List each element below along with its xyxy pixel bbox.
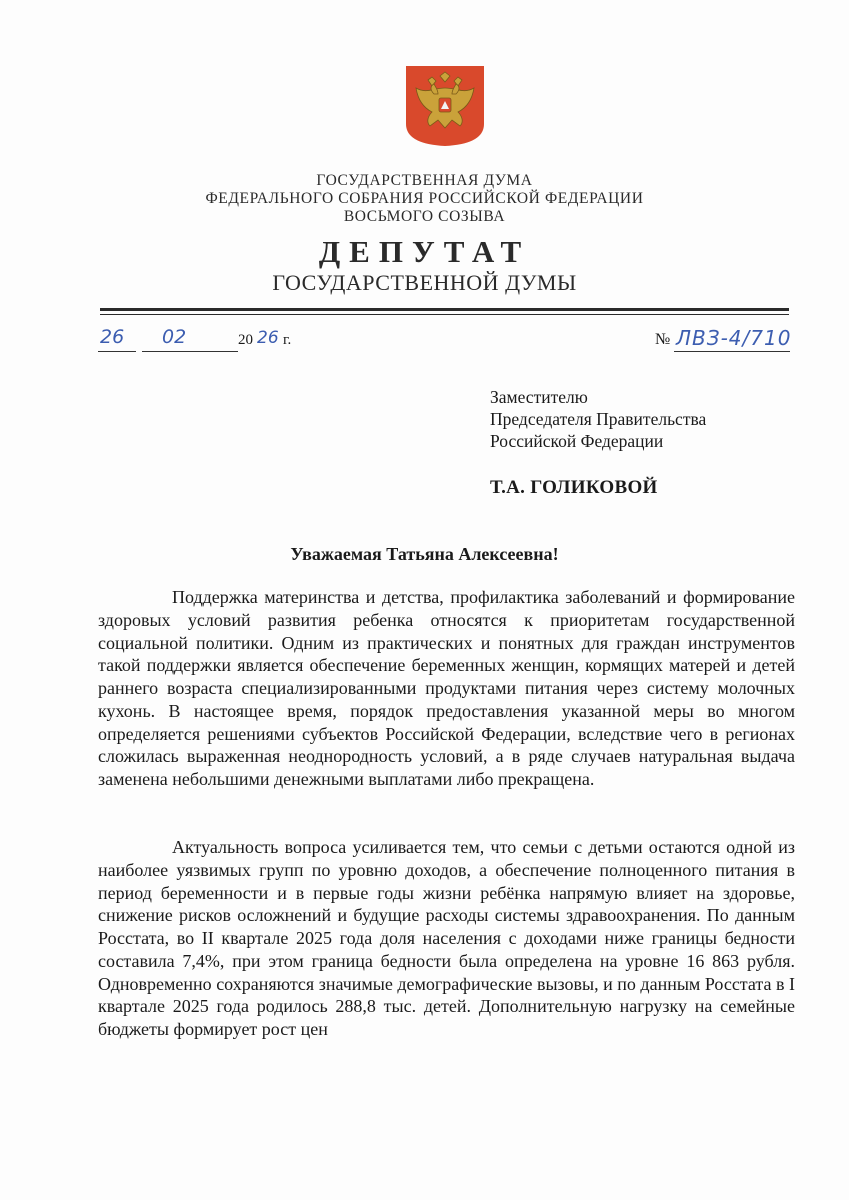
letterhead-line-2: ФЕДЕРАЛЬНОГО СОБРАНИЯ РОССИЙСКОЙ ФЕДЕРАЦИИ <box>205 190 644 207</box>
recipient-line-3: Российской Федерации <box>490 431 664 451</box>
date-day-underline <box>98 351 136 352</box>
date-suffix: г. <box>283 332 292 348</box>
letterhead-title: ДЕПУТАТ <box>318 234 531 269</box>
salutation: Уважаемая Татьяна Алексеевна! <box>290 544 559 564</box>
body-paragraph-1: Поддержка материнства и детства, профилактика заболеваний и формирование здоровых условий развития ребенка относятся к приоритетам государственной социальной политики. Одним из практических и понятных для граждан инструментов такой поддержки является обеспечение беременных женщин, кормящих матерей и детей раннего возраста специализированными продуктами питания через систему молочных кухонь. В настоящее время, порядок предоставления указанной меры во многом определяется решениями субъектов Российской Федерации, вследствие чего в регионах сложилась выраженная неоднородность условий, а в ряде случаев натуральная выдача заменена небольшими денежными выплатами либо прекращена. <box>98 587 795 789</box>
date-year-prefix: 20 <box>238 332 253 348</box>
letterhead-subtitle: ГОСУДАРСТВЕННОЙ ДУМЫ <box>272 270 577 295</box>
russian-coat-of-arms-icon <box>404 64 486 148</box>
header-divider-thick <box>100 308 789 311</box>
recipient-line-2: Председателя Правительства <box>490 409 707 429</box>
date-year-suffix: 26 <box>257 328 279 348</box>
outgoing-number: ЛВЗ-4/710 <box>676 326 792 350</box>
number-sign: № <box>655 331 671 348</box>
body-paragraph-2: Актуальность вопроса усиливается тем, что семьи с детьми остаются одной из наиболее уязвимых групп по уровню доходов, а обеспечение полноценного питания в период беременности и в первые годы жизни ребёнка напрямую влияет на здоровье, снижение рисков осложнений и будущие расходы системы здравоохранения. По данным Росстата, во II квартале 2025 года доля населения с доходами ниже границы бедности составила 7,4%, при этом граница бедности была определена на уровне 16 863 рубля. Одновременно сохраняются значимые демографические вызовы, и по данным Росстата в I квартале 2025 года родилось 288,8 тыс. детей. Дополнительную нагрузку на семейные бюджеты формирует рост цен <box>98 837 795 1039</box>
letterhead-line-3: ВОСЬМОГО СОЗЫВА <box>343 208 506 225</box>
date-month-underline <box>142 351 238 352</box>
header-divider-thin <box>100 314 789 315</box>
recipient-name: Т.А. ГОЛИКОВОЙ <box>490 477 658 498</box>
date-month: 02 <box>162 326 187 348</box>
date-day: 26 <box>100 326 125 348</box>
number-underline <box>674 351 790 352</box>
letterhead-line-1: ГОСУДАРСТВЕННАЯ ДУМА <box>316 172 533 189</box>
recipient-line-1: Заместителю <box>490 387 588 407</box>
